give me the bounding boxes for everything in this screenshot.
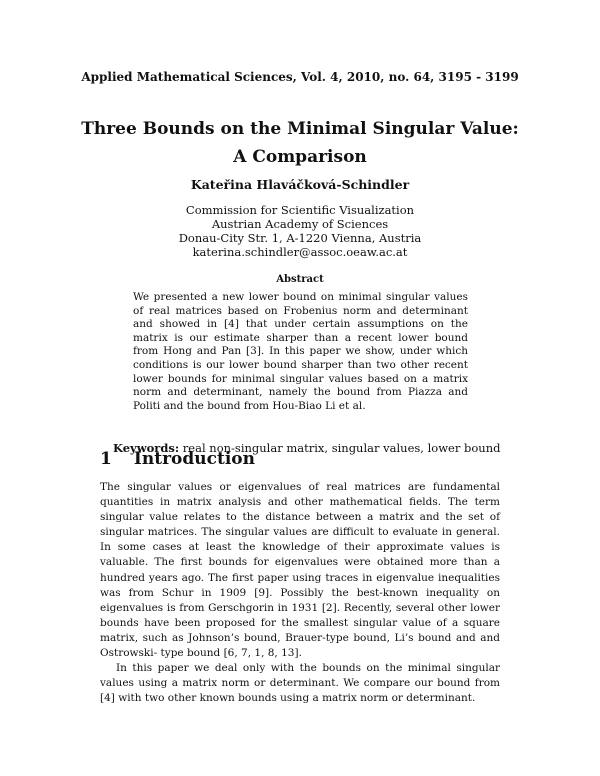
journal-citation: Applied Mathematical Sciences, Vol. 4, 2010, no. 64, 3195 - 3199 (81, 70, 519, 84)
paragraph: In this paper we deal only with the bounds on the minimal singular values using a matrix norm or determinant. We compare our bound from [4] with two other known bounds using a matrix norm or determinant. (100, 662, 500, 705)
abstract-text: We presented a new lower bound on minimal singular values of real matrices based on Frobenius norm and determinant and showed in [4] that under certain assumptions on the matrix is our estimate sharper than a recent lower bound from Hong and Pan [3]. In this paper we show, under which conditions is our lower bound sharper than two other recent lower bounds for minimal singular values based on a matrix norm and determinant, namely the bound from Piazza and Politi and the bound from Hou-Biao Li et al. (133, 291, 468, 412)
author-email: katerina.schindler@assoc.oeaw.ac.at (192, 245, 408, 259)
paper-title-line-2: A Comparison (233, 147, 367, 167)
section-heading (100, 449, 255, 469)
affiliation-block (0, 203, 600, 259)
paper-title-line-1: Three Bounds on the Minimal Singular Value: (81, 119, 519, 139)
affiliation-line: Austrian Academy of Sciences (211, 217, 389, 231)
keywords-label: Keywords: (113, 441, 180, 455)
affiliation-line: Commission for Scientific Visualization (185, 203, 415, 217)
author-name: Kateřina Hlaváčková-Schindler (190, 177, 410, 192)
section-number: 1 (100, 449, 112, 469)
abstract-heading: Abstract (276, 274, 324, 285)
introduction-body (100, 480, 500, 706)
keywords-text: real non-singular matrix, singular values, lower bound (182, 441, 501, 455)
affiliation-line: Donau-City Str. 1, A-1220 Vienna, Austria (178, 231, 422, 245)
section-title: Introduction (133, 449, 255, 469)
paragraph: The singular values or eigenvalues of real matrices are fundamental quantities in matrix analysis and other mathematical fields. The term singular value relates to the distance between a matrix and the set of singular matrices. The singular values are difficult to evaluate in general. In some cases at least the knowledge of their approximate values is valuable. The first bounds for eigenvalues were obtained more than a hundred years ago. The first paper using traces in eigenvalue inequalities was from Schur in 1909 [9]. Possibly the best-known inequality on eigenvalues is from Gerschgorin in 1931 [2]. Recently, several other lower bounds have been proposed for the smallest singular value of a square matrix, such as Johnson’s bound, Brauer-type bound, Li’s bound and and Ostrowski- type bound [6, 7, 1, 8, 13]. (100, 481, 500, 660)
paper-title (0, 115, 600, 171)
